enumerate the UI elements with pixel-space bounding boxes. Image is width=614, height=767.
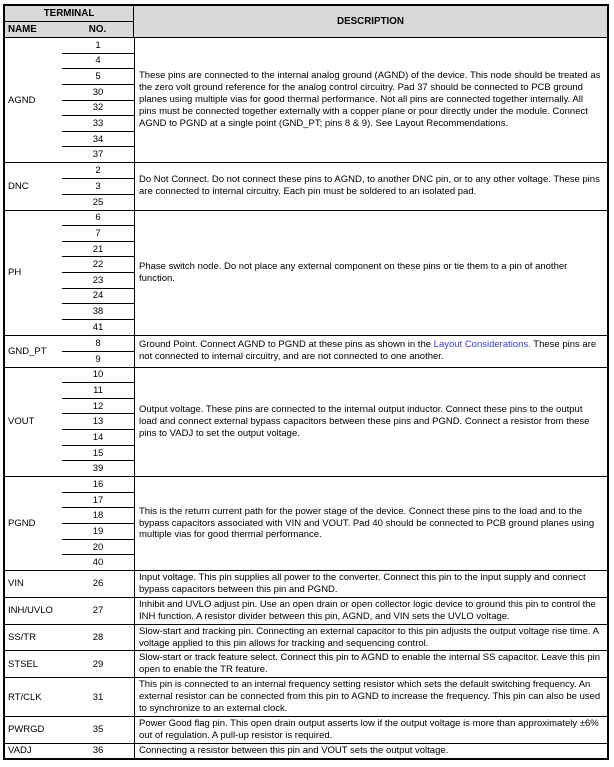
description-segment: Connecting a resistor between this pin and VOUT sets the output voltage. bbox=[139, 744, 449, 756]
description-text bbox=[135, 338, 607, 364]
pin-number: 34 bbox=[62, 132, 134, 148]
table-header bbox=[5, 6, 607, 38]
pin-number: 8 bbox=[62, 336, 134, 352]
pin-number: 20 bbox=[62, 540, 134, 556]
pin-number: 16 bbox=[62, 477, 134, 493]
pin-number: 17 bbox=[62, 493, 134, 509]
terminal-row bbox=[5, 598, 607, 625]
description-text bbox=[135, 598, 607, 624]
pin-description-table bbox=[3, 4, 609, 760]
terminal-column-header: TERMINAL bbox=[5, 6, 133, 22]
pin-number-column bbox=[62, 717, 134, 743]
pin-number: 11 bbox=[62, 383, 134, 399]
terminal-row bbox=[5, 163, 607, 211]
pin-number: 35 bbox=[92, 724, 104, 736]
terminal-row bbox=[5, 38, 607, 163]
pin-number: 1 bbox=[62, 38, 134, 54]
pin-number: 13 bbox=[62, 414, 134, 430]
terminal-name: PGND bbox=[8, 518, 36, 529]
pin-number: 24 bbox=[62, 289, 134, 305]
pin-number: 3 bbox=[62, 179, 134, 195]
description-segment: Input voltage. This pin supplies all power to the converter. Connect this pin to the input supply and connect bypass capacitors between this pin and PGND. bbox=[139, 572, 586, 595]
description-cell bbox=[134, 336, 607, 367]
pin-number: 4 bbox=[62, 54, 134, 70]
description-cell bbox=[134, 717, 607, 743]
pin-number: 6 bbox=[62, 211, 134, 227]
description-segment: Inhibit and UVLO adjust pin. Use an open drain or open collector logic device to ground this pin to control the INH function. A resistor divider between this pin, AGND, and VIN sets the UVLO voltage. bbox=[139, 598, 596, 622]
pin-number: 36 bbox=[92, 745, 104, 757]
pin-number: 18 bbox=[62, 508, 134, 524]
terminal-row bbox=[5, 651, 607, 678]
terminal-name: VIN bbox=[8, 578, 24, 590]
description-segment: Do Not Connect. Do not connect these pins to AGND, to another DNC pin, or to any other voltage. These pins are connected to internal circuitry. Each pin must be soldered to an isolated pad. bbox=[139, 174, 600, 198]
terminal-row bbox=[5, 625, 607, 652]
description-segment: Slow-start or track feature select. Connect this pin to AGND to enable the internal SS capacitor. Leave this pin open to enable the TR feature. bbox=[139, 652, 600, 676]
pin-number: 21 bbox=[62, 242, 134, 258]
description-column-header: DESCRIPTION bbox=[337, 16, 404, 27]
pin-number: 19 bbox=[62, 524, 134, 540]
terminal-name: RT/CLK bbox=[8, 691, 42, 703]
pin-number-column bbox=[62, 477, 134, 570]
table-body bbox=[5, 38, 607, 758]
pin-number-column bbox=[62, 625, 134, 651]
description-text bbox=[135, 651, 607, 677]
description-segment: Slow-start and tracking pin. Connecting an external capacitor to this pin adjusts the output voltage rise time. A voltage applied to this pin allows for tracking and sequencing control. bbox=[139, 625, 599, 649]
terminal-row bbox=[5, 211, 607, 336]
terminal-row bbox=[5, 744, 607, 758]
terminal-row bbox=[5, 571, 607, 598]
description-cell bbox=[134, 598, 607, 624]
description-cell bbox=[134, 625, 607, 651]
pin-number: 37 bbox=[92, 149, 104, 161]
pin-number: 23 bbox=[62, 273, 134, 289]
terminal-row bbox=[5, 678, 607, 717]
description-segment: Phase switch node. Do not place any external component on these pins or tie them to a pin of another function. bbox=[139, 260, 568, 284]
description-text bbox=[135, 403, 607, 441]
pin-number: 30 bbox=[62, 85, 134, 101]
description-cell bbox=[134, 651, 607, 677]
description-text bbox=[135, 717, 607, 743]
terminal-name: PWRGD bbox=[8, 724, 45, 736]
terminal-row bbox=[5, 368, 607, 478]
pin-number: 7 bbox=[62, 226, 134, 242]
description-text bbox=[135, 625, 607, 651]
description-segment: Ground Point. Connect AGND to PGND at these pins as shown in the bbox=[139, 339, 434, 351]
pin-number-column bbox=[62, 38, 134, 162]
pin-number: 15 bbox=[62, 446, 134, 462]
description-cell bbox=[134, 678, 607, 716]
pin-number-column bbox=[62, 211, 134, 335]
description-cell bbox=[134, 211, 607, 335]
description-text bbox=[135, 678, 607, 716]
pin-number-column bbox=[62, 744, 134, 758]
pin-number: 39 bbox=[92, 463, 104, 475]
layout-considerations-link[interactable]: Layout Considerations. bbox=[433, 339, 531, 351]
description-segment: These pins are not connected to internal circuitry, and are not connected to one another. bbox=[139, 339, 597, 362]
pin-number: 32 bbox=[62, 101, 134, 117]
pin-number: 12 bbox=[62, 399, 134, 415]
description-cell bbox=[134, 163, 607, 210]
pin-number: 27 bbox=[92, 605, 104, 617]
terminal-name: STSEL bbox=[8, 658, 39, 670]
pin-number: 33 bbox=[62, 116, 134, 132]
description-text bbox=[135, 173, 607, 199]
description-cell bbox=[134, 571, 607, 597]
pin-number: 10 bbox=[62, 368, 134, 384]
terminal-header-group bbox=[5, 6, 134, 37]
pin-number-column bbox=[62, 163, 134, 210]
description-text bbox=[135, 505, 607, 543]
pin-number: 9 bbox=[95, 353, 101, 365]
pin-number-column bbox=[62, 336, 134, 367]
description-segment: Output voltage. These pins are connected to the internal output inductor. Connect these pins to the output load and connect external bypass capacitors between these pins and PGND. Connect a resistor from these pins to VADJ to set the output voltage. bbox=[139, 403, 590, 439]
description-segment: Power Good flag pin. This open drain output asserts low if the output voltage is more than approximately ±6% out of regulation. A pull-up resistor is required. bbox=[139, 717, 599, 741]
description-cell bbox=[134, 744, 607, 758]
terminal-name: DNC bbox=[8, 180, 29, 192]
description-cell bbox=[134, 368, 607, 477]
pin-number-column bbox=[62, 651, 134, 677]
description-cell bbox=[134, 477, 607, 570]
terminal-name: PH bbox=[8, 267, 22, 278]
pin-number-column bbox=[62, 598, 134, 624]
pin-number: 5 bbox=[62, 69, 134, 85]
terminal-name: GND_PT bbox=[8, 345, 47, 357]
description-segment: This pin is connected to an internal frequency setting resistor which sets the default switching frequency. An external resistor can be connected from this pin to AGND to increase the frequency. This pin can also be used to synchronize to an external clock. bbox=[139, 679, 601, 715]
description-text bbox=[135, 744, 453, 758]
terminal-name: VADJ bbox=[8, 745, 32, 757]
terminal-name: INH/UVLO bbox=[8, 605, 53, 617]
pin-number-column bbox=[62, 571, 134, 597]
pin-number: 41 bbox=[92, 321, 104, 333]
pin-number: 22 bbox=[62, 257, 134, 273]
terminal-row bbox=[5, 336, 607, 368]
pin-number: 25 bbox=[92, 196, 104, 208]
pin-number-column bbox=[62, 368, 134, 477]
terminal-name: VOUT bbox=[8, 416, 35, 428]
pin-number: 26 bbox=[92, 578, 104, 590]
name-column-header: NAME bbox=[8, 24, 37, 35]
pin-number: 40 bbox=[92, 557, 104, 569]
description-text bbox=[135, 571, 607, 597]
pin-number: 31 bbox=[92, 691, 104, 703]
terminal-name: SS/TR bbox=[8, 632, 36, 644]
no-column-header: NO. bbox=[88, 24, 107, 35]
description-text bbox=[135, 69, 607, 131]
terminal-subheader-row bbox=[5, 22, 133, 37]
description-segment: These pins are connected to the internal analog ground (AGND) of the device. This node should be treated as the zero volt ground reference for the analog control circuitry. Pad 37 should be connected to PCB ground planes using multiple vias for good thermal performance. Not all pins are connected together internally. All pins must be connected together externally with a copper plane or pour directly under the module. Connect AGND to PGND at a single point (GND_PT; pins 8 & 9). See Layout Recommendations. bbox=[139, 70, 601, 129]
pin-number: 28 bbox=[92, 632, 104, 644]
pin-number: 2 bbox=[62, 163, 134, 179]
pin-number: 29 bbox=[92, 658, 104, 670]
description-cell bbox=[134, 38, 607, 162]
terminal-row bbox=[5, 717, 607, 744]
description-segment: This is the return current path for the power stage of the device. Connect these pins to the load and to the bypass capacitors associated with VIN and VOUT. Pad 40 should be connected to PCB ground planes using multiple vias for good thermal performance. bbox=[139, 505, 595, 541]
pin-number-column bbox=[62, 678, 134, 716]
description-text bbox=[135, 260, 607, 286]
terminal-name: AGND bbox=[8, 94, 36, 106]
terminal-row bbox=[5, 477, 607, 571]
pin-number: 14 bbox=[62, 430, 134, 446]
pin-number: 38 bbox=[62, 304, 134, 320]
